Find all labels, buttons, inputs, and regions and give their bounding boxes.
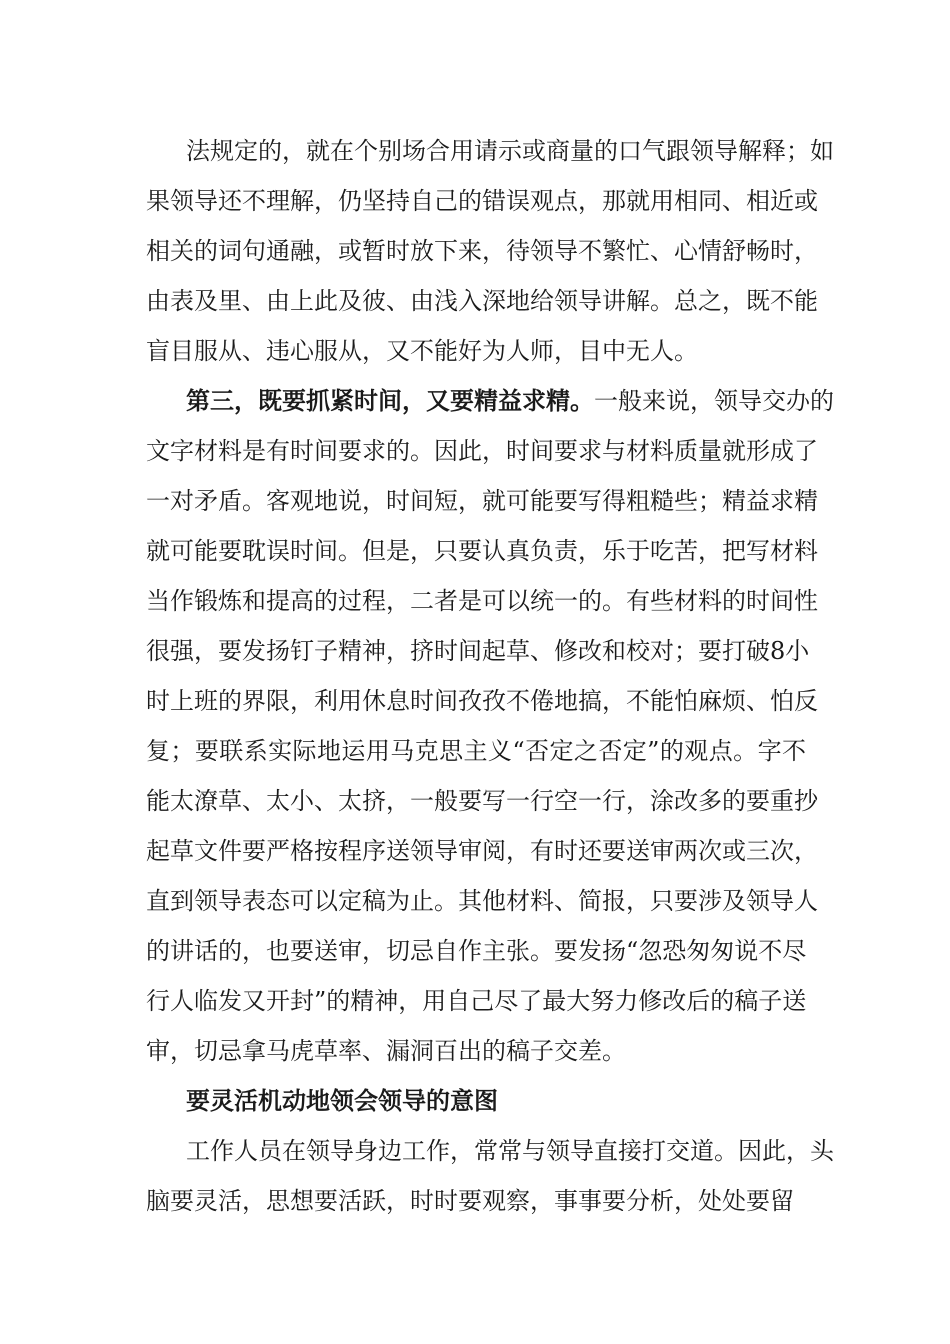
bold-lead: 第三，既要抓紧时间，又要精益求精。 <box>186 386 594 415</box>
text-line: 工作人员在领导身边工作，常常与领导直接打交道。因此，头 <box>186 1137 834 1165</box>
text-line: 盲目服从、违心服从，又不能好为人师，目中无人。 <box>146 337 698 365</box>
text-line: 能太潦草、太小、太挤，一般要写一行空一行，涂改多的要重抄 <box>146 787 818 815</box>
text-line: 起草文件要严格按程序送领导审阅，有时还要送审两次或三次， <box>146 837 818 865</box>
text-line: 很强，要发扬钉子精神，挤时间起草、修改和校对；要打破8小 <box>146 637 810 665</box>
text-line: 复；要联系实际地运用马克思主义“否定之否定”的观点。字不 <box>146 737 806 765</box>
text-line: 行人临发又开封”的精神，用自己尽了最大努力修改后的稿子送 <box>146 987 807 1015</box>
text-line: 直到领导表态可以定稿为止。其他材料、简报，只要涉及领导人 <box>146 887 818 915</box>
text-line: 审，切忌拿马虎草率、漏洞百出的稿子交差。 <box>146 1037 626 1065</box>
text-run: 一般来说，领导交办的 <box>594 387 834 415</box>
text-line: 当作锻炼和提高的过程，二者是可以统一的。有些材料的时间性 <box>146 587 818 615</box>
text-line: 法规定的，就在个别场合用请示或商量的口气跟领导解释；如 <box>186 137 834 165</box>
text-line: 的讲话的，也要送审，切忌自作主张。要发扬“忽恐匆匆说不尽 <box>146 937 807 965</box>
section-heading: 要灵活机动地领会领导的意图 <box>186 1086 498 1115</box>
text-line: 果领导还不理解，仍坚持自己的错误观点，那就用相同、相近或 <box>146 187 818 215</box>
text-line: 由表及里、由上此及彼、由浅入深地给领导讲解。总之，既不能 <box>146 287 818 315</box>
paragraph-first-line <box>186 376 834 426</box>
text-line: 一对矛盾。客观地说，时间短，就可能要写得粗糙些；精益求精 <box>146 487 818 515</box>
text-line: 文字材料是有时间要求的。因此，时间要求与材料质量就形成了 <box>146 437 818 465</box>
text-line: 脑要灵活，思想要活跃，时时要观察，事事要分析，处处要留 <box>146 1187 794 1215</box>
text-line: 相关的词句通融，或暂时放下来，待领导不繁忙、心情舒畅时， <box>146 237 818 265</box>
text-line: 时上班的界限，利用休息时间孜孜不倦地搞，不能怕麻烦、怕反 <box>146 687 818 715</box>
text-line: 就可能要耽误时间。但是，只要认真负责，乐于吃苦，把写材料 <box>146 537 818 565</box>
